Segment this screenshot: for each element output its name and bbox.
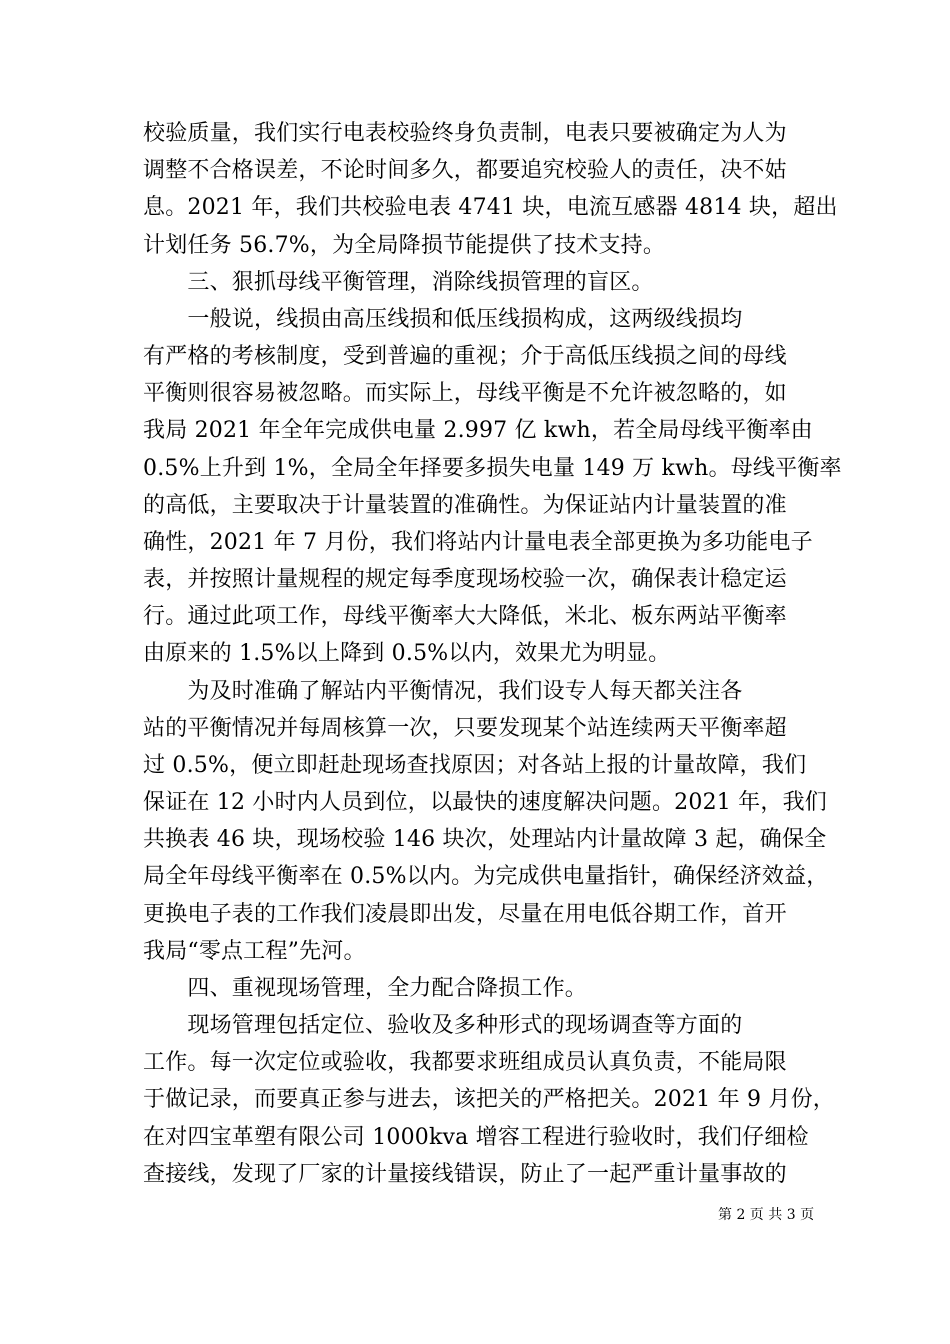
text-line: 共换表 46 块，现场校验 146 块次，处理站内计量故障 3 起，确保全 [143, 827, 827, 852]
text-line: 计划任务 56.7%，为全局降损节能提供了技术支持。 [143, 233, 666, 258]
text-line: 0.5%上升到 1%，全局全年择要多损失电量 149 万 kwh。母线平衡率 [143, 456, 842, 481]
text-line: 过 0.5%，便立即赶赴现场查找原因；对各站上报的计量故障，我们 [143, 753, 807, 778]
text-line: 工作。每一次定位或验收，我都要求班组成员认真负责，不能局限 [143, 1050, 787, 1075]
text-line: 有严格的考核制度，受到普遍的重视；介于高低压线损之间的母线 [143, 344, 787, 369]
text-line: 调整不合格误差，不论时间多久，都要追究校验人的责任，决不姑 [143, 158, 787, 183]
text-line: 保证在 12 小时内人员到位，以最快的速度解决问题。2021 年，我们 [143, 790, 827, 815]
text-line: 我局 2021 年全年完成供电量 2.997 亿 kwh，若全局母线平衡率由 [143, 418, 813, 443]
text-line: 的高低，主要取决于计量装置的准确性。为保证站内计量装置的准 [143, 493, 787, 518]
text-line: 局全年母线平衡率在 0.5%以内。为完成供电量指针，确保经济效益， [143, 864, 829, 889]
text-line: 更换电子表的工作我们凌晨即出发，尽量在用电低谷期工作，首开 [143, 902, 787, 927]
text-line: 站的平衡情况并每周核算一次，只要发现某个站连续两天平衡率超 [143, 716, 787, 741]
text-line: 我局“零点工程”先河。 [143, 939, 366, 964]
text-line: 行。通过此项工作，母线平衡率大大降低，米北、板东两站平衡率 [143, 604, 787, 629]
text-line: 现场管理包括定位、验收及多种形式的现场调查等方面的 [143, 1013, 743, 1038]
section-heading: 四、重视现场管理，全力配合降损工作。 [143, 976, 588, 1001]
text-line: 确性，2021 年 7 月份，我们将站内计量电表全部更换为多功能电子 [143, 530, 813, 555]
text-line: 由原来的 1.5%以上降到 0.5%以内，效果尤为明显。 [143, 641, 671, 666]
section-heading: 三、狠抓母线平衡管理，消除线损管理的盲区。 [143, 270, 654, 295]
text-line: 表，并按照计量规程的规定每季度现场校验一次，确保表计稳定运 [143, 567, 787, 592]
text-line: 在对四宝革塑有限公司 1000kva 增容工程进行验收时，我们仔细检 [143, 1125, 809, 1150]
text-line: 为及时准确了解站内平衡情况，我们设专人每天都关注各 [143, 679, 743, 704]
page-number-footer: 第 2 页 共 3 页 [718, 1207, 815, 1223]
text-line: 平衡则很容易被忽略。而实际上，母线平衡是不允许被忽略的，如 [143, 381, 787, 406]
text-line: 息。2021 年，我们共校验电表 4741 块，电流互感器 4814 块，超出 [143, 195, 838, 220]
text-line: 校验质量，我们实行电表校验终身负责制，电表只要被确定为人为 [143, 121, 787, 146]
text-line: 于做记录，而要真正参与进去，该把关的严格把关。2021 年 9 月份， [143, 1087, 835, 1112]
text-line: 一般说，线损由高压线损和低压线损构成，这两级线损均 [143, 307, 743, 332]
text-line: 查接线，发现了厂家的计量接线错误，防止了一起严重计量事故的 [143, 1162, 787, 1187]
